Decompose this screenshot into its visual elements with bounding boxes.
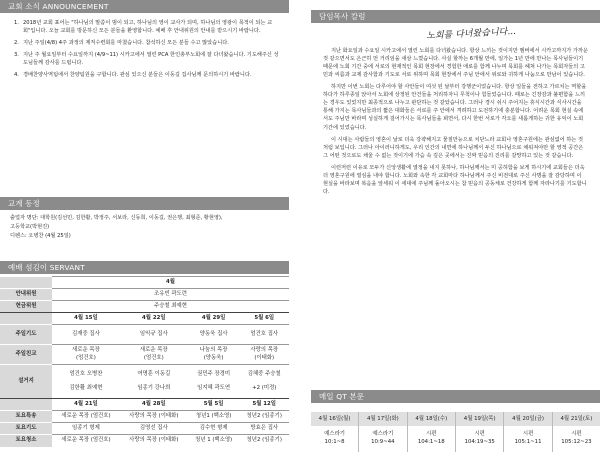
announcement-item <box>14 19 279 35</box>
qt-day: 4월 21일(토) <box>552 412 600 426</box>
duty-cell: 임익규 집사 <box>120 325 188 345</box>
duty-cell: 새로운 목장 (엄건호) <box>120 345 188 365</box>
row-label: 설거지 <box>0 365 52 399</box>
row-label: 주일친교 <box>0 345 52 365</box>
left-column <box>0 0 289 13</box>
column-handwritten-title: 노회를 다녀왔습니다... <box>426 26 517 42</box>
qt-ref: 104:19~35 <box>464 439 495 445</box>
item-text: 지난 주일(4/8) 4주 과정의 제직수련회를 마쳤습니다. 참석하신 모든 분들 수고 많았습니다. <box>23 40 229 47</box>
qt-header: 매일 QT 본문 <box>311 390 600 403</box>
column-paragraph: 이런저런 이유로 모두가 신앙생활에 열정을 내지 못하나, 하나님께서는 미 공허함을 보게 하시기에 교회들은 더욱 더 영혼구원에 열심을 내야 합니다. 노회와 속한 각 교회마다 하나님께서 주신 비전대로 주신 사명을 잘 감당하며 이 현실을 바라보며 복음을 앞세워 이 세대에 주님께 돌아오시는 참 믿음의 공동체로 건강하게 함께 자라나기를 기도합니다. <box>323 164 587 195</box>
qt-ref: 104:1~18 <box>417 439 445 445</box>
news-header: 교계 동정 <box>0 197 289 210</box>
item-number: 1. <box>14 20 19 26</box>
qt-day: 4월 16일(월) <box>311 412 359 426</box>
saturday-prayer-row <box>0 423 289 435</box>
qt-day: 4월 20일(금) <box>504 412 552 426</box>
duty-cell: 양동욱 집사 <box>188 325 240 345</box>
guide-row <box>0 289 289 301</box>
announcement-item <box>14 39 279 47</box>
column-paragraph: 이 시대는 사람들의 영혼이 날로 더욱 강퍅해지고 물질만능으로 치닫느라 교회나 영혼구원에는 관심없어 하는 것 처럼 보입니다. 그러나 아이러니하게도, 우리 인간의 내면에 하나님께서 두신 하나님으로 채워져야만 할 영적 공간은 그 어떤 것으로도 채울 수 없는 것이기에 가슴 속 깊은 곳에서는 진짜 믿음의 진리를 갈망하고 있는 것 같습니다. <box>323 136 584 159</box>
date-cell: 5월 6일 <box>240 313 290 325</box>
date-row <box>0 399 289 411</box>
qt-book: 예스라기 <box>372 431 394 438</box>
duty-cell: 엄건호 오병찬 김한활 최예현 <box>52 365 120 399</box>
qt-book: 시편 <box>571 431 582 438</box>
qt-passage <box>311 426 359 452</box>
servant-table <box>0 276 289 447</box>
servant-header: 예배 섬김이 SERVANT <box>0 261 289 274</box>
qt-ref: 10:1~8 <box>324 439 345 445</box>
announcement-header: 교회 소식 ANNOUNCEMENT <box>0 0 289 13</box>
duty-cell: 김혜중 주승철 +2 (미정) <box>240 365 290 399</box>
duty-cell: 사랑의 목장 (이태화) <box>240 345 290 365</box>
duty-cell: 청년2 (임종기) <box>240 411 290 423</box>
qt-passage <box>552 426 600 452</box>
row-label: 토요특송 <box>0 411 52 423</box>
qt-passage <box>504 426 552 452</box>
item-text: 경배찬양사역팀에서 찬양팀원을 구합니다. 관심 있으신 분들은 이동길 집사님께 문의하시기 바랍니다. <box>23 72 252 79</box>
date-cell: 5월 5일 <box>188 399 240 411</box>
date-cell: 4월 29일 <box>188 313 240 325</box>
qt-book: 시편 <box>522 431 534 438</box>
duty-cell: 나눔의 목장 (양동욱) <box>188 345 240 365</box>
row-label: 헌금위원 <box>0 301 52 313</box>
sunday-fellowship-row <box>0 345 289 365</box>
date-cell: 4월 15일 <box>52 313 120 325</box>
announcement-item <box>14 71 279 79</box>
date-row <box>0 313 289 325</box>
month-label: 4월 <box>52 277 289 289</box>
sunday-prayer-row <box>0 325 289 345</box>
duty-cell: 김재중 집사 <box>52 325 120 345</box>
date-cell: 5월 12일 <box>240 399 290 411</box>
duty-cell: 청년 1 (백소영) <box>188 435 240 447</box>
column-paragraph: 지난 화요일과 수요일 시카고에서 열린 노회를 다녀왔습니다. 항상 느끼는 것이지만 멤버에서 시카고까지가 가까운 것 같으면서도 은근히 먼 거리임을 새삼 느꼈습니다. 사실 할까는 6개월 만에, 일가는 1년 만에 만나는 목사님들이기 때문에 노회 기간 중에 서로의 현재적인 목회 현장에서 경험한 애로를 함께 나누며 목회를 헤쳐 나가는 목회자들의 고민과 씨름과 교제 감사함과 기도로 서로 위하며 목회 현장에서 주님 안에서 위로와 귀하게 나눔으로 만남이 있습니다. <box>323 47 588 79</box>
qt-day-row <box>311 412 600 426</box>
duty-cell: 새로운 목장 (엄건호) <box>52 345 120 365</box>
column-paragraph: 하지만 이번 노회는 다루어야 할 사안들이 여섯 된 날부터 강행군이었습니다. 항상 일들을 전하고 가르치는 역할을 하다가 하루종일 앉아서 노회에 상정된 안건들을 처리하자니 무척이나 힘들었습니다. 때로는 긴장감과 불편함을 느끼는 경우도 있었지만 최종적으로 나누고 판단하는 것 같았습니다. 그러나 경시 쉬시 주어지는 휴식시간과 식사시간을 통해 가지는 목사님들과의 짧은 대화들은 서로를 주 안에서 격려하고 도전하기에 충분합니다. 어려운 목회 현실 속에서도 주님만 바라며 성실하게 걸어가시는 목사님들을 뵈면서, 다시 한번 서로가 각오를 새롭게하는 귀한 유익이 노회기간에 있었습니다. <box>323 84 587 131</box>
row-label: 토요기도 <box>0 423 52 435</box>
qt-day: 4월 19일(목) <box>455 412 503 426</box>
qt-passage-row <box>311 426 600 452</box>
saturday-cleaning-row <box>0 435 289 447</box>
offering-row <box>0 301 289 313</box>
item-number: 3. <box>14 52 19 59</box>
item-number: 4. <box>14 72 19 79</box>
duty-cell: 김영선 집사 <box>120 423 188 435</box>
duty-cell: 새로운 목장 (엄건호) <box>52 435 120 447</box>
duty-cell: 여명훈 이동길 임종기 강나희 <box>120 365 188 399</box>
row-label: 안내위원 <box>0 289 52 301</box>
qt-book: 예스라기 <box>324 431 345 438</box>
date-cell: 4월 28일 <box>120 399 188 411</box>
duty-cell: 사랑의 목장 (이태화) <box>120 435 188 447</box>
row-label: 토요청소 <box>0 435 52 447</box>
duty-cell: 권민주 장경미 임지혜 곽도연 <box>188 365 240 399</box>
duty-cell: 청년2 (임종기) <box>240 435 290 447</box>
qt-ref: 10:9~44 <box>371 439 395 445</box>
qt-ref: 105:1~11 <box>514 439 542 445</box>
item-text: 2018년 교회 표어는 "하나님의 말씀이 범이 되고, 하나님의 영이 교사가 되며, 하나님의 영광이 목적이 되는 교회"입니다. 오늘 교회를 방문하신 모든 분들을 환영합니다. 예배 후 안내위원의 안내를 받으시기 바랍니다. <box>23 20 273 35</box>
news-section <box>0 210 289 245</box>
qt-table <box>311 412 600 452</box>
duty-cell: 사랑의 목장 (이태화) <box>120 411 188 423</box>
item-text: 지난 주 월요일부터 수요일까지 (4/9~11) 시카고에서 열린 PCA 한인총부노회에 잘 다녀왔습니다. 기도해주신 성도님들께 감사를 드립니다. <box>23 52 279 67</box>
qt-day: 4월 17일(화) <box>359 412 407 426</box>
duty-cell: 임종기 형제 <box>52 423 120 435</box>
date-cell: 4월 21일 <box>52 399 120 411</box>
month-row <box>0 277 289 289</box>
duty-cell: 김수현 형제 <box>188 423 240 435</box>
offering-names: 주승철 최예현 <box>52 301 289 313</box>
duty-cell: 청년1 (백소영) <box>188 411 240 423</box>
row-label: 주일기도 <box>0 325 52 345</box>
dishwashing-row <box>0 365 289 399</box>
qt-book: 시편 <box>426 431 437 438</box>
qt-day: 4월 18일(수) <box>407 412 455 426</box>
qt-book: 시편 <box>474 431 485 438</box>
duty-cell: 새로운 목장 (엄건호) <box>52 411 120 423</box>
announcement-section <box>0 13 289 83</box>
guide-names: 조유빈 곽도련 <box>52 289 289 301</box>
news-line: 출업자 명단: 대학원(김선민, 김한활, 박정주, 서보라, 신동희, 이동길, 권은행, 최형준, 황현영), <box>10 215 223 221</box>
item-number: 2. <box>14 40 19 47</box>
qt-ref: 105:12~23 <box>561 439 592 445</box>
saturday-special-row <box>0 411 289 423</box>
announcement-list <box>14 19 279 79</box>
news-line: 디펜스: 오병찬 (4월 25일) <box>10 233 71 240</box>
duty-cell: 엄건호 집사 <box>240 325 290 345</box>
duty-cell: 방효은 집사 <box>240 423 290 435</box>
pastor-column-header: 담임목사 칼럼 <box>311 10 600 23</box>
date-cell: 4월 22일 <box>120 313 188 325</box>
pastor-column <box>311 23 600 200</box>
news-line: 고등학교(박현진) <box>10 224 50 231</box>
qt-passage <box>359 426 407 452</box>
qt-passage <box>407 426 455 452</box>
announcement-item <box>14 51 279 67</box>
qt-passage <box>455 426 503 452</box>
